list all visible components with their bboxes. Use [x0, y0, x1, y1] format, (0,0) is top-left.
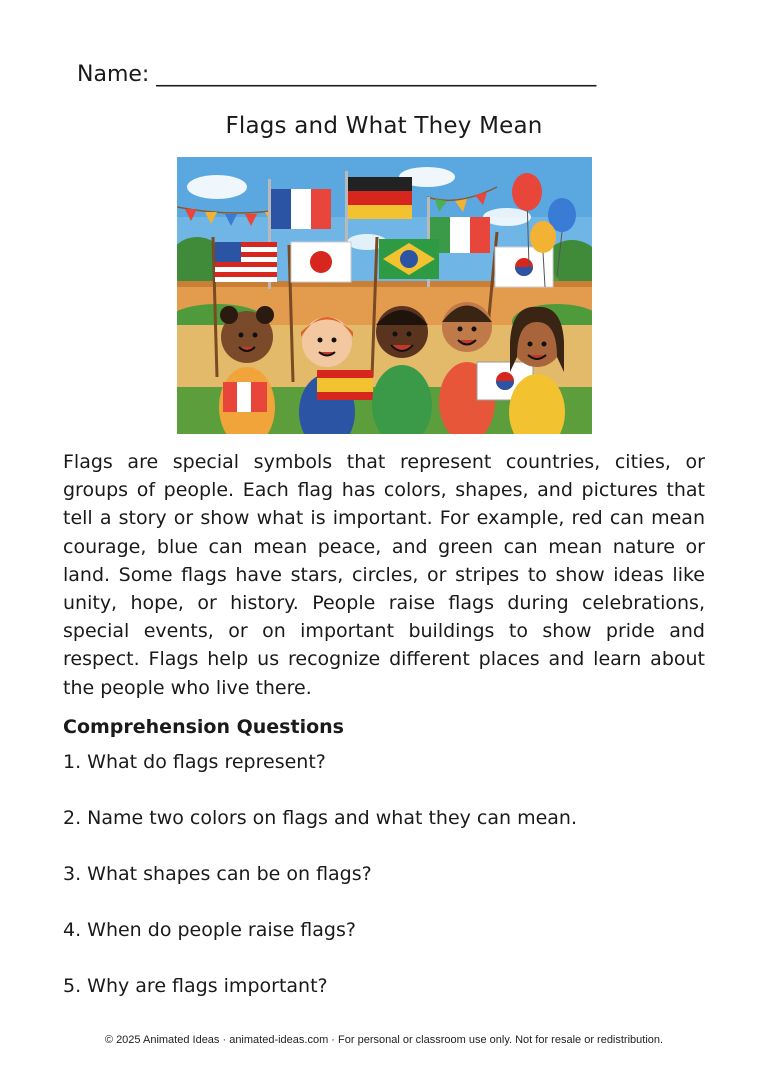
question-5: 5. Why are flags important? [63, 975, 328, 997]
question-3: 3. What shapes can be on flags? [63, 863, 372, 885]
worksheet-title: Flags and What They Mean [225, 113, 543, 139]
question-4: 4. When do people raise flags? [63, 919, 356, 941]
questions-heading: Comprehension Questions [63, 716, 344, 738]
name-field-label: Name: ________________________________________ [77, 62, 597, 87]
question-1: 1. What do flags represent? [63, 751, 326, 773]
reading-passage: Flags are special symbols that represent countries, cities, or groups of people. Each flag has colors, shapes, and pictures that tell a story or show what is important. For example, red can mean courage, blue can mean peace, and green can mean nature or land. Some flags have stars, circles, or stripes to show ideas like unity, hope, or history. People raise flags during celebrations, special events, or on important buildings to show pride and respect. Flags help us recognize different places and learn about the people who live there. [63, 451, 705, 699]
children-with-flags-illustration [177, 157, 592, 434]
copyright-footer: © 2025 Animated Ideas · animated-ideas.com · For personal or classroom use only. Not for resale or redistribution. [104, 1034, 664, 1046]
question-2: 2. Name two colors on flags and what they can mean. [63, 807, 578, 829]
